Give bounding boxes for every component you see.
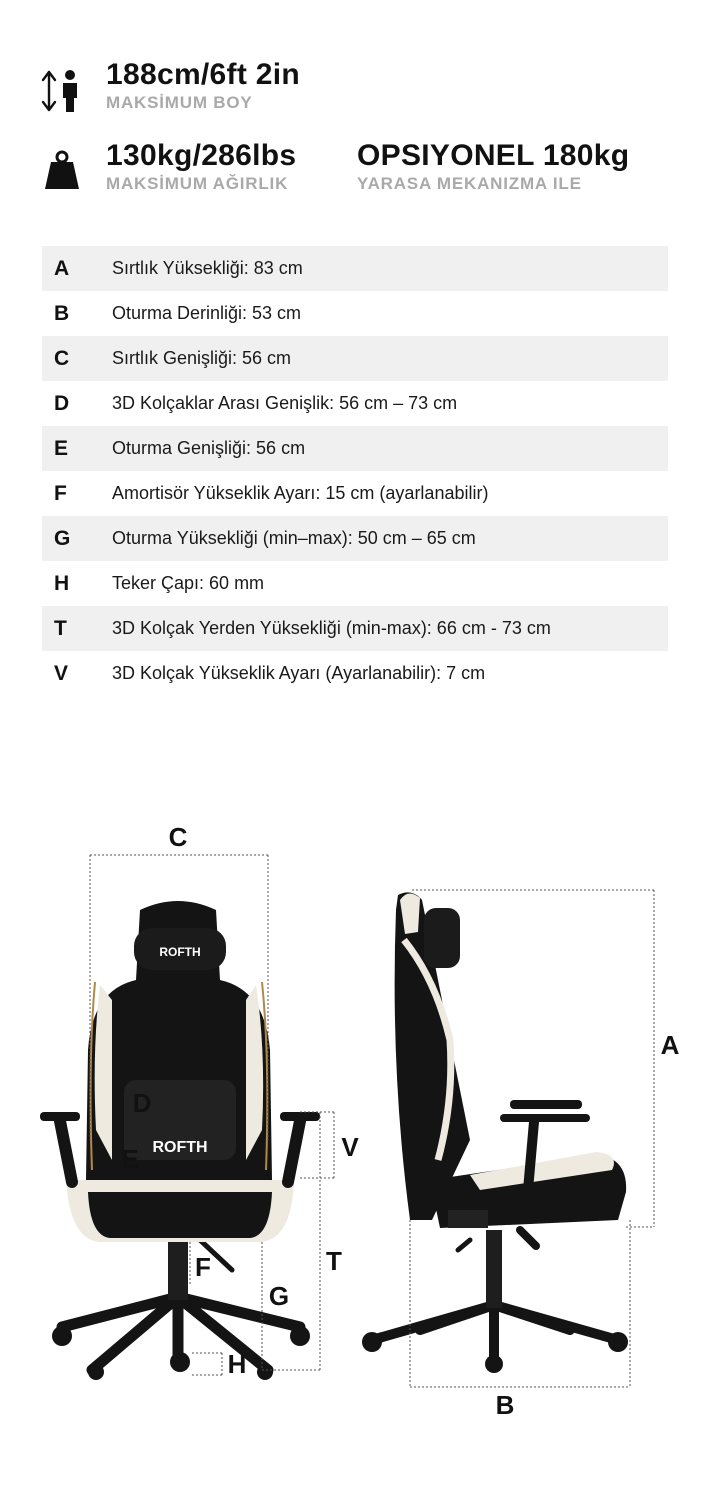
spec-text: 3D Kolçak Yükseklik Ayarı (Ayarlanabilir): 7 cm xyxy=(112,663,486,683)
spec-row-d xyxy=(42,381,668,426)
label-g: G xyxy=(268,1281,290,1311)
spec-row-b xyxy=(42,291,668,336)
label-b: B xyxy=(495,1390,515,1420)
spec-letter: D xyxy=(54,391,70,415)
spec-letter: F xyxy=(54,481,67,505)
optional-capacity-label: YARASA MEKANIZMA ILE xyxy=(357,174,582,193)
label-c: C xyxy=(168,822,188,852)
side-view-chair xyxy=(362,892,628,1373)
height-person-icon xyxy=(40,68,82,114)
chair-dimension-diagram xyxy=(0,800,710,1440)
spec-text: Oturma Genişliği: 56 cm xyxy=(112,438,306,458)
spec-text: Oturma Yüksekliği (min–max): 50 cm – 65 cm xyxy=(112,528,476,548)
max-height-value: 188cm/6ft 2in xyxy=(106,58,300,91)
spec-row-e xyxy=(42,426,668,471)
optional-capacity-stat xyxy=(357,139,629,195)
spec-row-g xyxy=(42,516,668,561)
max-weight-stat xyxy=(106,139,296,195)
spec-text: Oturma Derinliği: 53 cm xyxy=(112,303,302,323)
spec-row-a xyxy=(42,246,668,291)
spec-table xyxy=(42,246,668,696)
label-h: H xyxy=(227,1349,247,1379)
lumbar-brand: ROFTH xyxy=(152,1139,208,1156)
spec-text: 3D Kolçaklar Arası Genişlik: 56 cm – 73 cm xyxy=(112,393,458,413)
spec-text: Sırtlık Genişliği: 56 cm xyxy=(112,348,292,368)
spec-row-v xyxy=(42,651,668,696)
spec-letter: V xyxy=(54,661,69,685)
spec-text: Sırtlık Yüksekliği: 83 cm xyxy=(112,258,303,278)
label-v: V xyxy=(341,1132,359,1162)
weight-icon xyxy=(44,150,80,190)
spec-letter: G xyxy=(54,526,71,550)
max-height-stat xyxy=(106,58,300,114)
label-a: A xyxy=(660,1030,680,1060)
spec-letter: E xyxy=(54,436,69,460)
spec-letter: T xyxy=(54,616,67,640)
spec-letter: H xyxy=(54,571,70,595)
max-weight-label: MAKSİMUM AĞIRLIK xyxy=(106,174,289,193)
spec-row-c xyxy=(42,336,668,381)
max-weight-value: 130kg/286lbs xyxy=(106,139,297,172)
optional-capacity-value: OPSIYONEL 180kg xyxy=(357,139,630,172)
label-f: F xyxy=(195,1252,211,1282)
label-d: D xyxy=(132,1088,152,1118)
spec-text: 3D Kolçak Yerden Yüksekliği (min-max): 66 cm - 73 cm xyxy=(112,618,551,638)
spec-row-t xyxy=(42,606,668,651)
spec-text: Amortisör Yükseklik Ayarı: 15 cm (ayarlanabilir) xyxy=(112,483,489,503)
spec-letter: A xyxy=(54,256,70,280)
spec-row-h xyxy=(42,561,668,606)
spec-letter: C xyxy=(54,346,70,370)
spec-row-f xyxy=(42,471,668,516)
label-e: E xyxy=(121,1144,139,1174)
headrest-brand: ROFTH xyxy=(159,945,201,959)
max-height-label: MAKSİMUM BOY xyxy=(106,93,253,112)
spec-text: Teker Çapı: 60 mm xyxy=(112,573,265,593)
spec-letter: B xyxy=(54,301,70,325)
label-t: T xyxy=(326,1246,342,1276)
